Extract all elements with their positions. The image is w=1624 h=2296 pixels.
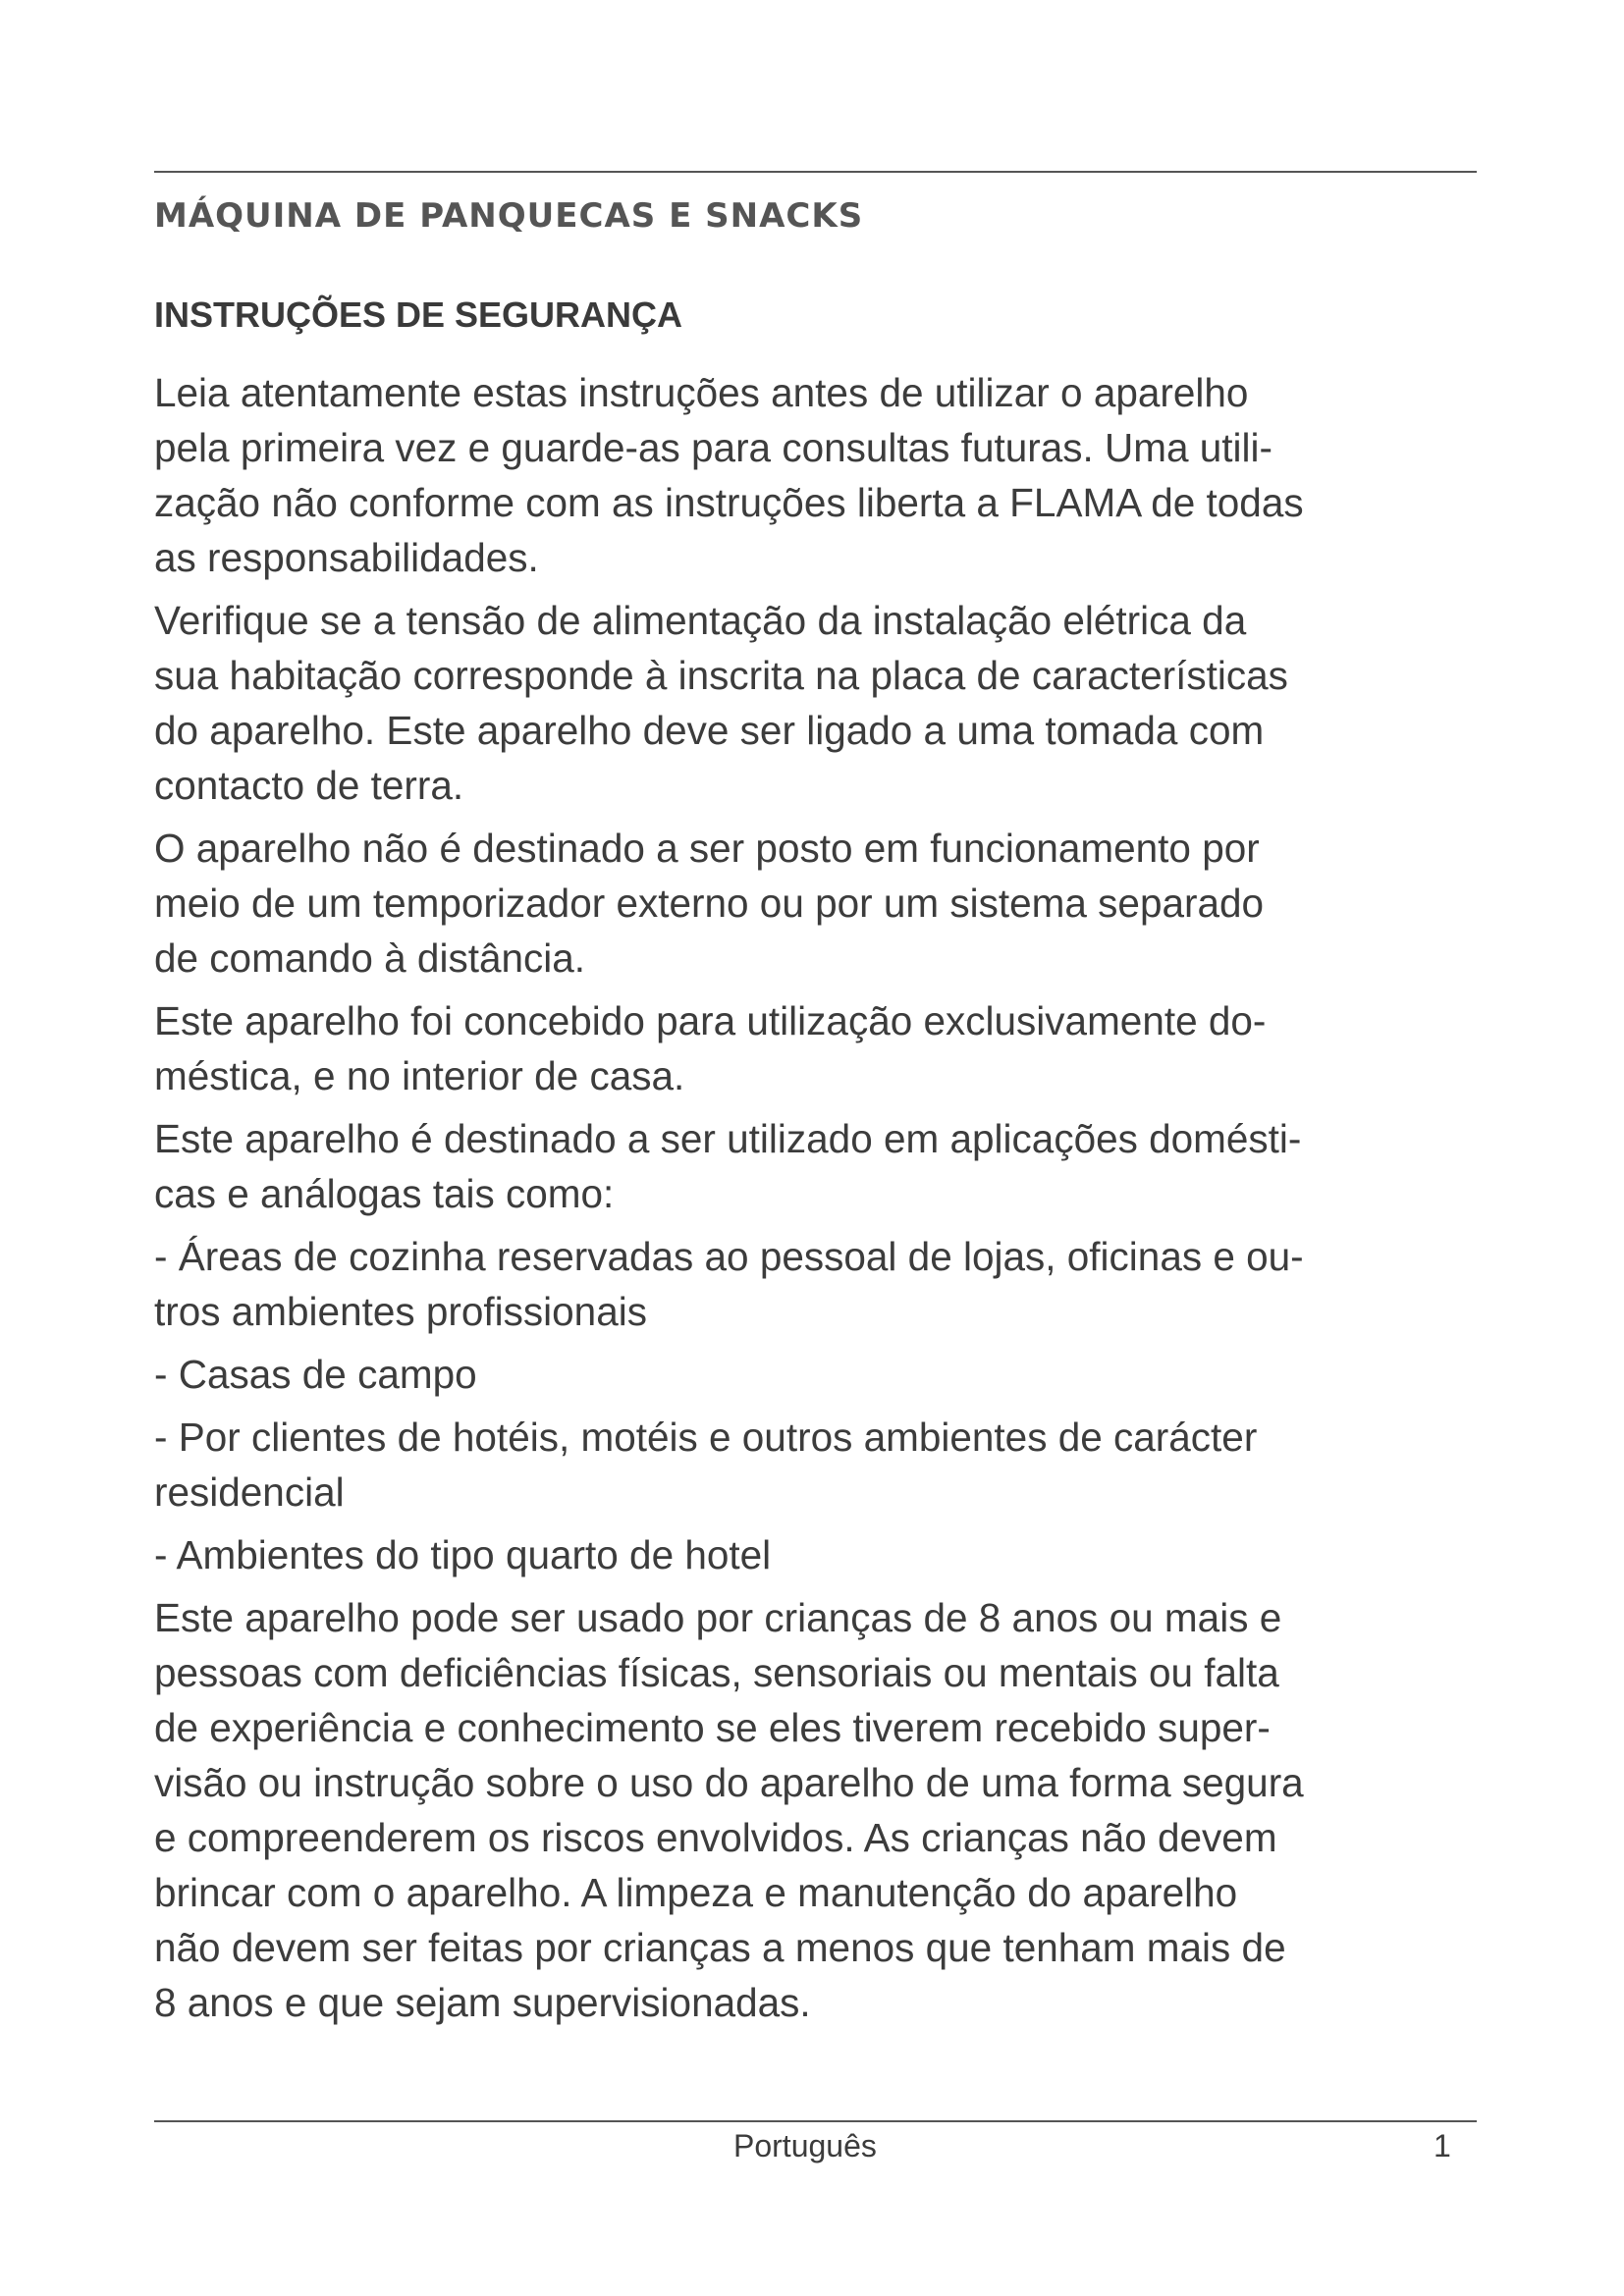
paragraph-line: zação não conforme com as instruções liberta a FLAMA de todas — [154, 480, 1304, 525]
paragraph-line: Este aparelho foi concebido para utilização exclusivamente do- — [154, 998, 1267, 1043]
paragraph-line: brincar com o aparelho. A limpeza e manutenção do aparelho — [154, 1870, 1238, 1915]
paragraph-line: - Áreas de cozinha reservadas ao pessoal de lojas, oficinas e ou- — [154, 1234, 1304, 1279]
paragraph-line: 8 anos e que sejam supervisionadas. — [154, 1980, 811, 2025]
paragraph — [154, 365, 1499, 585]
paragraph-line: contacto de terra. — [154, 763, 464, 808]
paragraph — [154, 1410, 1499, 1520]
section-heading: INSTRUÇÕES DE SEGURANÇA — [154, 294, 683, 335]
paragraph-line: meio de um temporizador externo ou por um sistema separado — [154, 881, 1265, 926]
paragraph-line: - Por clientes de hotéis, motéis e outros ambientes de carácter — [154, 1415, 1258, 1460]
paragraph-line: e compreenderem os riscos envolvidos. As crianças não devem — [154, 1815, 1277, 1860]
paragraph — [154, 1111, 1499, 1221]
paragraph-line: Leia atentamente estas instruções antes de utilizar o aparelho — [154, 370, 1249, 415]
paragraph-line: do aparelho. Este aparelho deve ser ligado a uma tomada com — [154, 708, 1265, 753]
paragraph-line: visão ou instrução sobre o uso do aparelho de uma forma segura — [154, 1760, 1304, 1805]
paragraph-line: não devem ser feitas por crianças a menos que tenham mais de — [154, 1925, 1286, 1970]
paragraph-line: Este aparelho pode ser usado por crianças de 8 anos ou mais e — [154, 1595, 1282, 1640]
paragraph-line: - Ambientes do tipo quarto de hotel — [154, 1532, 772, 1577]
paragraph-line: méstica, e no interior de casa. — [154, 1053, 685, 1098]
paragraph-line: Verifique se a tensão de alimentação da instalação elétrica da — [154, 598, 1247, 643]
paragraph-line: pela primeira vez e guarde-as para consultas futuras. Uma utili- — [154, 425, 1273, 470]
document-title: MÁQUINA DE PANQUECAS E SNACKS — [154, 196, 864, 236]
paragraph-line: Este aparelho é destinado a ser utilizado em aplicações domésti- — [154, 1116, 1302, 1161]
paragraph — [154, 1590, 1499, 2030]
paragraph-line: - Casas de campo — [154, 1352, 477, 1397]
paragraph-line: as responsabilidades. — [154, 535, 539, 580]
paragraph-line: tros ambientes profissionais — [154, 1289, 647, 1334]
paragraph-line: O aparelho não é destinado a ser posto em funcionamento por — [154, 826, 1260, 871]
footer-divider — [154, 2120, 1477, 2122]
paragraph — [154, 1527, 1499, 1582]
paragraph-line: pessoas com deficiências físicas, sensoriais ou mentais ou falta — [154, 1650, 1279, 1695]
paragraph-line: cas e análogas tais como: — [154, 1171, 615, 1216]
paragraph-line: de experiência e conhecimento se eles tiverem recebido super- — [154, 1705, 1271, 1750]
body-text — [154, 365, 1499, 2038]
paragraph — [154, 821, 1499, 986]
page-number: 1 — [1434, 2128, 1451, 2163]
header-divider — [154, 171, 1477, 173]
paragraph-line: de comando à distância. — [154, 935, 586, 981]
paragraph — [154, 1229, 1499, 1339]
paragraph — [154, 1347, 1499, 1402]
footer-language: Português — [733, 2128, 877, 2163]
paragraph — [154, 993, 1499, 1103]
paragraph-line: residencial — [154, 1469, 345, 1515]
paragraph-line: sua habitação corresponde à inscrita na placa de características — [154, 653, 1288, 698]
paragraph — [154, 593, 1499, 813]
